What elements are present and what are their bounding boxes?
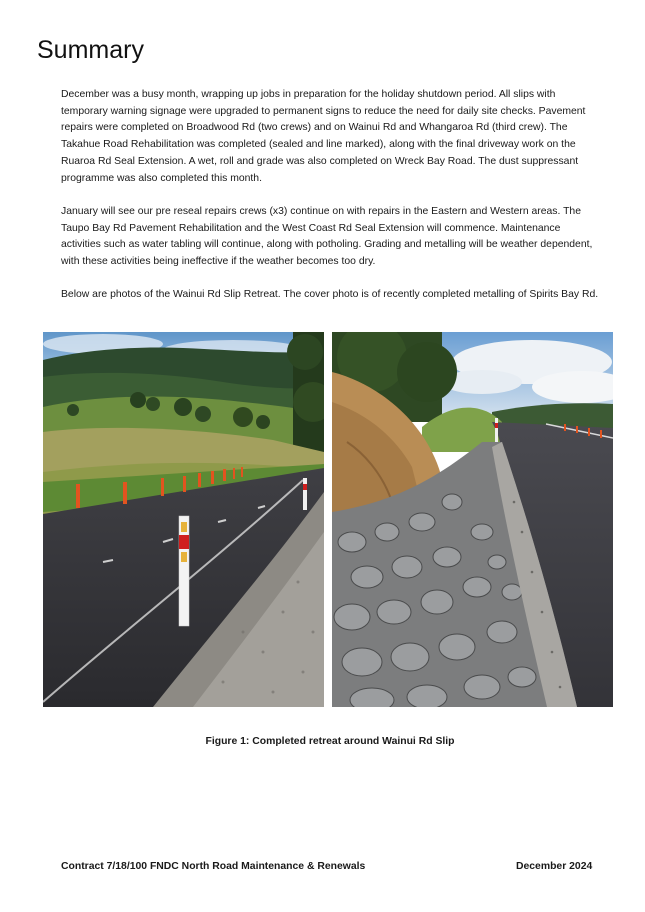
footer-date: December 2024: [516, 861, 593, 872]
photo-road-marker-post: [43, 332, 324, 707]
photo-slip-rock-retreat: [332, 332, 613, 707]
footer-contract: Contract 7/18/100 FNDC North Road Maintenance & Renewals: [61, 861, 366, 872]
figure-caption: Figure 1: Completed retreat around Wainui Rd Slip: [205, 736, 455, 747]
page-title: Summary: [37, 36, 144, 64]
paragraph-january: January will see our pre reseal repairs crews (x3) continue on with repairs in the Eastern and Western areas. The Taupo Bay Rd Pavement Rehabilitation and the West Coast Rd Seal Extension will commence. Maintenance activities such as water tabling will continue, along with potholing. Grading and metalling will be weather dependent, with these activities being ineffective if the weather becomes too dry.: [61, 206, 593, 268]
paragraph-december: December was a busy month, wrapping up jobs in preparation for the holiday shutdown period. All slips with temporary warning signage were upgraded to permanent signs to reduce the need for daily site checks. Pavement repairs were completed on Broadwood Rd (two crews) and on Wainui Rd and Whangaroa Rd (third crew). The Takahue Road Rehabilitation was completed (sealed and line marked), along with the final driveway work on the Ruaroa Rd Seal Extension. A wet, roll and grade was also completed on Wreck Bay Road. The dust suppressant programme was also completed this month.: [61, 89, 586, 184]
paragraph-photos-intro: Below are photos of the Wainui Rd Slip Retreat. The cover photo is of recently completed metalling of Spirits Bay Rd.: [61, 289, 599, 300]
